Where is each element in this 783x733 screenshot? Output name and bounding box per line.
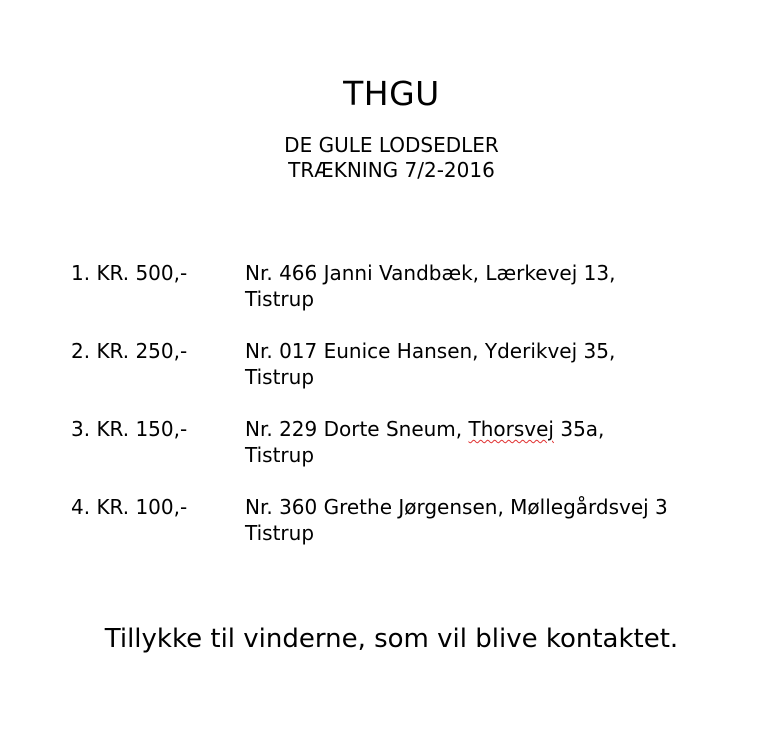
winner-line: Nr. 360 Grethe Jørgensen, Møllegårdsvej 3: [245, 495, 668, 519]
prize-rank: 1. KR. 500,-: [71, 261, 188, 285]
document-title: THGU: [343, 74, 440, 113]
congratulations-text: Tillykke til vinderne, som vil blive kontaktet.: [104, 624, 679, 654]
prize-row-4: [71, 494, 771, 572]
prize-winner: [245, 338, 765, 390]
prize-list: [71, 260, 771, 572]
prize-winner: [245, 494, 765, 546]
winner-line-end: 35a,: [553, 417, 605, 441]
prize-rank: 4. KR. 100,-: [71, 495, 188, 519]
document-subtitle-line2: TRÆKNING 7/2-2016: [288, 158, 495, 182]
spellcheck-flagged-word: Thorsvej: [468, 417, 554, 441]
document-subtitle-line1: DE GULE LODSEDLER: [284, 133, 499, 157]
prize-row-1: [71, 260, 771, 338]
winner-town: Tistrup: [245, 287, 315, 311]
prize-winner: [245, 416, 765, 468]
winner-line-start: Nr. 229 Dorte Sneum,: [245, 417, 469, 441]
prize-winner: [245, 260, 765, 312]
winner-town: Tistrup: [245, 521, 315, 545]
prize-row-3: [71, 416, 771, 494]
prize-row-2: [71, 338, 771, 416]
prize-rank: 2. KR. 250,-: [71, 339, 188, 363]
winner-line: Nr. 017 Eunice Hansen, Yderikvej 35,: [245, 339, 616, 363]
winner-town: Tistrup: [245, 443, 315, 467]
winner-town: Tistrup: [245, 365, 315, 389]
prize-rank: 3. KR. 150,-: [71, 417, 188, 441]
winner-line: Nr. 466 Janni Vandbæk, Lærkevej 13,: [245, 261, 616, 285]
winner-line: [245, 416, 765, 442]
